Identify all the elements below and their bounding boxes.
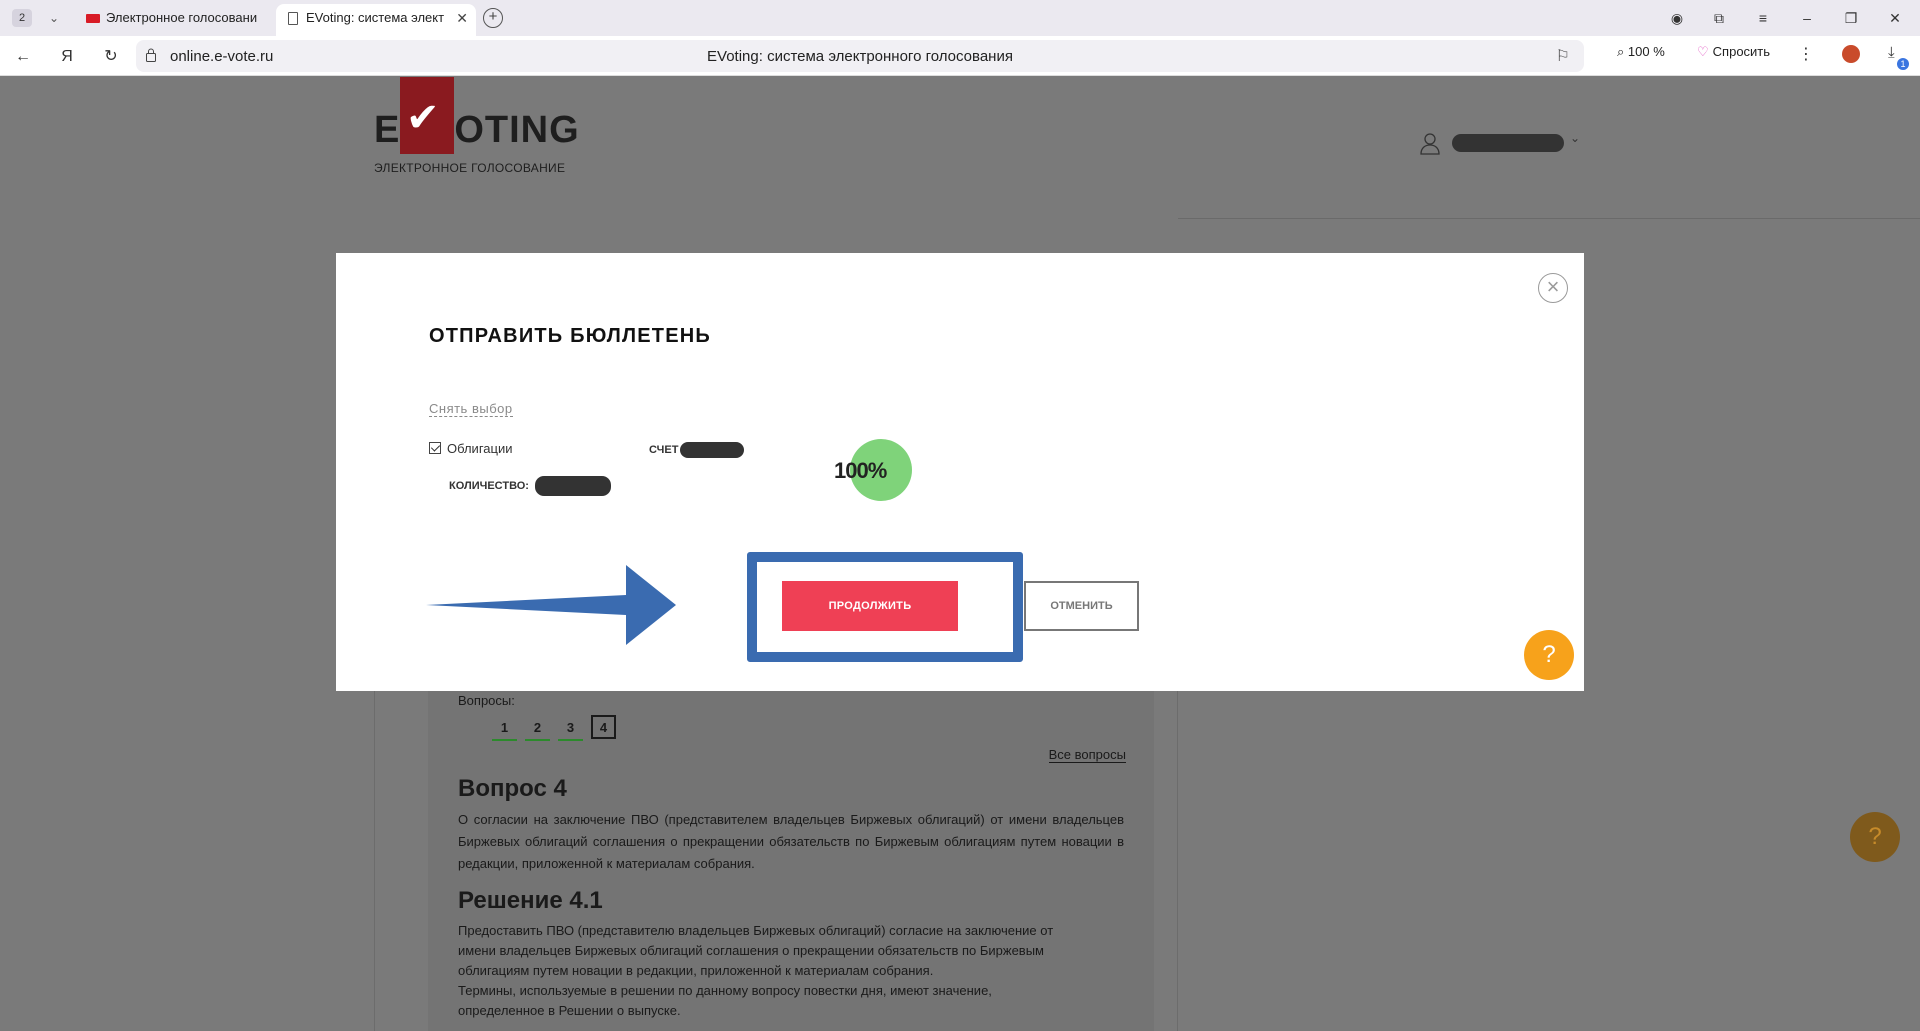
restore-icon[interactable]: ❐ xyxy=(1844,10,1858,26)
ask-icon: ♡ xyxy=(1697,44,1709,59)
extension-icon[interactable] xyxy=(1842,45,1860,63)
tab-voting[interactable] xyxy=(76,4,266,36)
modal-close-icon[interactable]: × xyxy=(1538,273,1568,303)
bonds-checkbox-label: Облигации xyxy=(447,441,513,456)
question-nav-item[interactable]: 2 xyxy=(525,717,550,741)
pointer-arrow-annotation xyxy=(426,565,726,645)
send-ballot-modal xyxy=(336,253,1584,691)
resolution-text xyxy=(458,921,1124,1021)
window-close-icon[interactable]: ✕ xyxy=(1889,10,1901,26)
all-questions-link[interactable]: Все вопросы xyxy=(1048,747,1126,762)
tab-count-badge[interactable]: 2 xyxy=(12,9,32,27)
question-nav xyxy=(492,715,624,741)
profile-icon[interactable]: ◉ xyxy=(1670,10,1684,26)
resolution-line: имени владельцев Биржевых облигаций соглашения о прекращении обязательств по Биржевым xyxy=(458,943,1044,958)
user-chevron-down-icon[interactable]: ⌄ xyxy=(1570,131,1581,145)
tab-evoting-active[interactable] xyxy=(276,4,476,36)
question-text: О согласии на заключение ПВО (представителем владельцев Биржевых облигаций) от имени владельцев Биржевых облигаций соглашения о прекращении обязательств по Биржевым облигациям путем новации в редакции, приложенной к материалам собрания. xyxy=(458,812,1124,871)
clear-selection-link[interactable]: Снять выбор xyxy=(429,401,513,416)
help-button-background[interactable]: ? xyxy=(1850,812,1900,862)
questions-label: Вопросы: xyxy=(458,693,515,708)
tab-title: EVoting: система элект xyxy=(306,10,445,25)
tab-close-icon[interactable]: ✕ xyxy=(456,10,468,26)
percent-value: 100% xyxy=(834,458,887,483)
page-background xyxy=(0,77,1920,1031)
account-value-redacted xyxy=(680,442,744,458)
resolution-line: Термины, используемые в решении по данному вопросу повестки дня, имеют значение, xyxy=(458,983,992,998)
modal-title: ОТПРАВИТЬ БЮЛЛЕТЕНЬ xyxy=(429,325,711,347)
ask-button[interactable] xyxy=(1697,44,1770,60)
ask-label: Спросить xyxy=(1712,44,1771,59)
yandex-icon[interactable]: Я xyxy=(61,48,73,65)
logo-wordmark: E OTING xyxy=(374,109,580,151)
question-nav-item[interactable]: 1 xyxy=(492,717,517,741)
menu-icon[interactable]: ≡ xyxy=(1758,10,1768,26)
reload-icon[interactable]: ↻ xyxy=(104,48,118,65)
resolution-line: определенное в Решении о выпуске. xyxy=(458,1003,681,1018)
download-icon[interactable]: ⤓ xyxy=(1888,44,1895,61)
collections-icon[interactable]: ⧉ xyxy=(1714,10,1724,26)
user-name-redacted[interactable] xyxy=(1452,134,1564,152)
zoom-value: 100 % xyxy=(1627,44,1665,59)
user-icon[interactable] xyxy=(1420,133,1440,155)
account-label: СЧЕТ xyxy=(649,444,679,456)
browser-addressbar xyxy=(0,36,1920,76)
help-button[interactable]: ? xyxy=(1524,630,1574,680)
logo-subtitle: ЭЛЕКТРОННОЕ ГОЛОСОВАНИЕ xyxy=(374,161,566,175)
resolution-line: облигациям путем новации в редакции, приложенной к материалам собрания. xyxy=(458,963,934,978)
tab-list-chevron-icon[interactable]: ⌄ xyxy=(48,11,60,25)
more-vertical-icon[interactable]: ⋮ xyxy=(1798,46,1814,63)
resolution-line: Предоставить ПВО (представителю владельцев Биржевых облигаций) согласие на заключение от xyxy=(458,923,1054,938)
new-tab-plus-icon[interactable]: + xyxy=(483,8,503,28)
resolution-title: Решение 4.1 xyxy=(458,887,603,914)
zoom-indicator[interactable]: ⌕ 100 % xyxy=(1617,44,1665,59)
bonds-checkbox-row[interactable] xyxy=(429,441,512,456)
question-nav-item-active[interactable]: 4 xyxy=(591,715,616,739)
question-nav-item[interactable]: 3 xyxy=(558,717,583,741)
browser-tabbar xyxy=(0,0,1920,36)
bookmark-icon[interactable]: ⚐ xyxy=(1555,48,1570,65)
question-panel xyxy=(428,681,1154,1031)
url-field[interactable] xyxy=(136,40,1584,72)
continue-button[interactable]: ПРОДОЛЖИТЬ xyxy=(782,581,958,631)
download-badge: 1 xyxy=(1897,58,1909,70)
bonds-checkbox[interactable] xyxy=(429,442,441,454)
header-divider xyxy=(1178,218,1920,219)
flag-icon xyxy=(86,14,100,23)
evoting-logo[interactable] xyxy=(374,77,584,177)
cancel-button[interactable]: ОТМЕНИТЬ xyxy=(1024,581,1139,631)
page-icon xyxy=(288,12,298,25)
logo-check-icon: ✔ xyxy=(400,77,454,154)
quantity-value-redacted xyxy=(535,476,611,496)
minimize-icon[interactable]: – xyxy=(1803,10,1811,26)
question-title: Вопрос 4 xyxy=(458,775,567,802)
url-text: online.e-vote.ru xyxy=(170,48,274,65)
page-title: EVoting: система электронного голосования xyxy=(707,48,1013,65)
back-arrow-icon[interactable]: ← xyxy=(15,48,31,65)
tab-title: Электронное голосовани xyxy=(106,10,258,25)
quantity-label: КОЛИЧЕСТВО: xyxy=(449,480,529,492)
